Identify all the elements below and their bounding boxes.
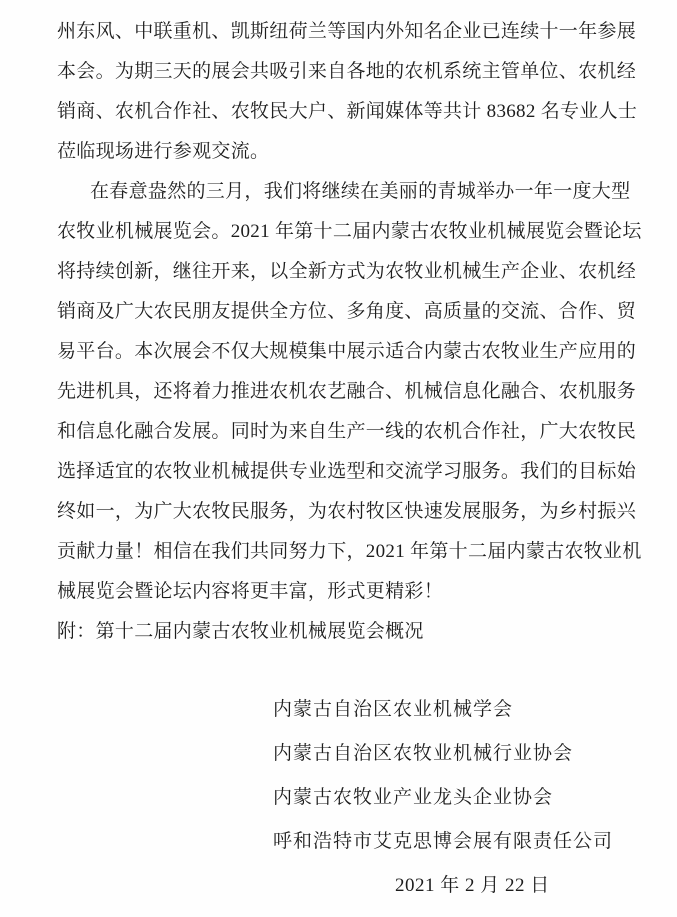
body-line: 销商及广大农民朋友提供全方位、多角度、高质量的交流、合作、贸 xyxy=(57,301,637,322)
signature-org: 内蒙古自治区农业机械学会 xyxy=(273,699,514,720)
body-line: 易平台。本次展会不仅大规模集中展示适合内蒙古农牧业生产应用的 xyxy=(57,341,637,362)
attachment-note-line: 附：第十二届内蒙古农牧业机械展览会概况 xyxy=(57,621,424,642)
signature-org: 呼和浩特市艾克思博会展有限责任公司 xyxy=(273,831,614,852)
body-line: 在春意盎然的三月，我们将继续在美丽的青城举办一年一度大型 xyxy=(90,181,631,202)
body-line: 终如一，为广大农牧民服务，为农村牧区快速发展服务，为乡村振兴 xyxy=(57,501,637,522)
body-line: 农牧业机械展览会。2021 年第十二届内蒙古农牧业机械展览会暨论坛 xyxy=(57,221,642,242)
body-line: 莅临现场进行参观交流。 xyxy=(57,141,270,162)
signature-org: 内蒙古农牧业产业龙头企业协会 xyxy=(273,787,554,808)
body-line: 销商、农机合作社、农牧民大户、新闻媒体等共计 83682 名专业人士 xyxy=(57,101,638,122)
body-line: 本会。为期三天的展会共吸引来自各地的农机系统主管单位、农机经 xyxy=(57,61,637,82)
body-line: 选择适宜的农牧业机械提供专业选型和交流学习服务。我们的目标始 xyxy=(57,461,637,482)
body-line: 将持续创新，继往开来，以全新方式为农牧业机械生产企业、农机经 xyxy=(57,261,637,282)
signature-date: 2021 年 2 月 22 日 xyxy=(395,875,550,896)
body-line: 贡献力量！相信在我们共同努力下，2021 年第十二届内蒙古农牧业机 xyxy=(57,541,642,562)
signature-org: 内蒙古自治区农牧业机械行业协会 xyxy=(273,743,574,764)
signature-block xyxy=(0,688,677,908)
body-line: 和信息化融合发展。同时为来自生产一线的农机合作社，广大农牧民 xyxy=(57,421,637,442)
body-line: 先进机具，还将着力推进农机农艺融合、机械信息化融合、农机服务 xyxy=(57,381,637,402)
body-line: 械展览会暨论坛内容将更丰富，形式更精彩！ xyxy=(57,581,444,602)
body-line: 州东风、中联重机、凯斯纽荷兰等国内外知名企业已连续十一年参展 xyxy=(57,21,637,42)
